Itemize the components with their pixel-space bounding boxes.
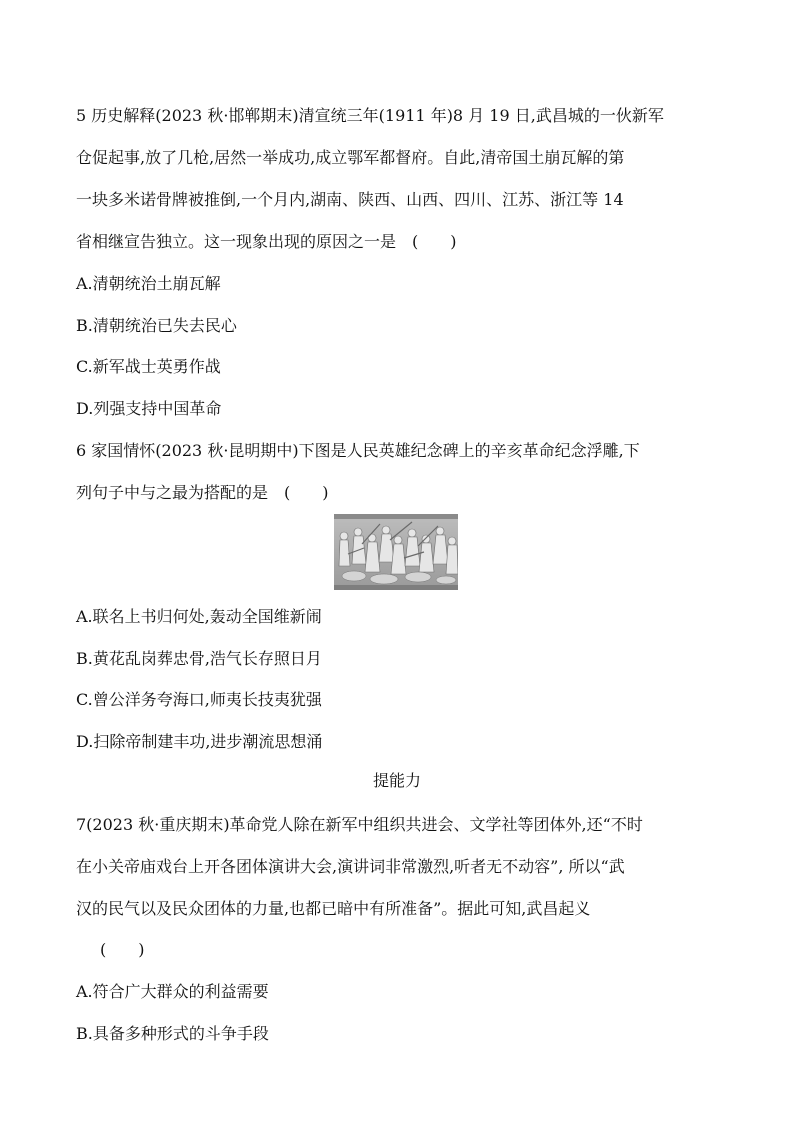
relief-sculpture-image [334, 514, 458, 590]
q5-stem-line-3: 一块多米诺骨牌被推倒,一个月内,湖南、陕西、山西、四川、江苏、浙江等 14 [76, 190, 624, 209]
q6-option-c[interactable]: C.曾公洋务夸海口,师夷长技夷犹强 [76, 690, 322, 709]
q7-stem-line-2: 在小关帝庙戏台上开各团体演讲大会,演讲词非常激烈,听者无不动容”, 所以“武 [76, 857, 625, 876]
q6-stem-line-2: 列句子中与之最为搭配的是 ( ) [76, 483, 329, 502]
q5-option-d[interactable]: D.列强支持中国革命 [76, 399, 222, 418]
q7-option-b[interactable]: B.具备多种形式的斗争手段 [76, 1024, 269, 1043]
q5-stem-line-4: 省相继宣告独立。这一现象出现的原因之一是 ( ) [76, 232, 457, 251]
q6-stem-line-1: 6 家国情怀(2023 秋·昆明期中)下图是人民英雄纪念碑上的辛亥革命纪念浮雕,下 [76, 441, 640, 460]
section-heading: 提能力 [372, 771, 421, 790]
q7-option-a[interactable]: A.符合广大群众的利益需要 [76, 982, 269, 1001]
q5-option-b[interactable]: B.清朝统治已失去民心 [76, 316, 237, 335]
q7-stem-line-4: ( ) [100, 940, 145, 959]
q5-option-c[interactable]: C.新军战士英勇作战 [76, 357, 221, 376]
q6-option-a[interactable]: A.联名上书归何处,轰动全国维新闹 [76, 607, 322, 626]
q7-stem-line-1: 7(2023 秋·重庆期末)革命党人除在新军中组织共进会、文学社等团体外,还“不时 [76, 815, 643, 834]
q5-stem-line-2: 仓促起事,放了几枪,居然一举成功,成立鄂军都督府。自此,清帝国土崩瓦解的第 [76, 148, 625, 167]
q5-option-a[interactable]: A.清朝统治土崩瓦解 [76, 274, 221, 293]
q5-stem-line-1: 5 历史解释(2023 秋·邯郸期末)清宣统三年(1911 年)8 月 19 日,武昌城的一伙新军 [76, 106, 664, 125]
q6-option-b[interactable]: B.黄花乱岗葬忠骨,浩气长存照日月 [76, 649, 322, 668]
q6-option-d[interactable]: D.扫除帝制建丰功,进步潮流思想涌 [76, 732, 323, 751]
relief-sculpture-graphic [334, 514, 458, 590]
q7-stem-line-3: 汉的民气以及民众团体的力量,也都已暗中有所准备”。据此可知,武昌起义 [76, 899, 591, 918]
